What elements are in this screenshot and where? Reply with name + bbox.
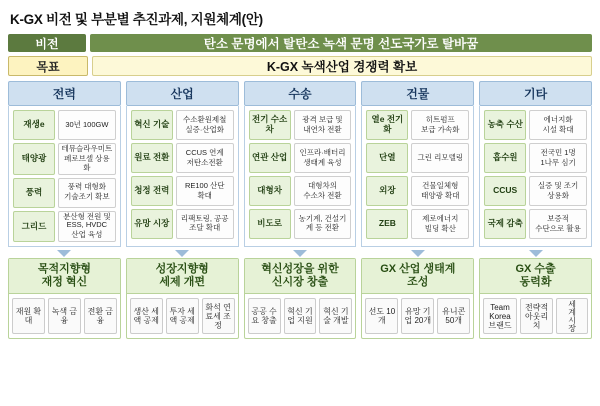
value-line: 수소환원제철	[182, 114, 227, 124]
goal-banner: K-GX 녹색산업 경쟁력 확보	[92, 56, 592, 76]
value-line: 상용화	[547, 190, 569, 200]
pillar-item	[249, 176, 352, 206]
pillar-item-value	[294, 143, 352, 173]
pillar-item	[131, 143, 234, 173]
pillar-item-key: CCUS	[484, 176, 526, 206]
value-line: 광격 보급 및	[302, 114, 343, 124]
pillar-item-key: 혁신 기술	[131, 110, 173, 140]
pillar-head: 전력	[8, 81, 121, 106]
pillar-item-key: 흡수원	[484, 143, 526, 173]
pillar-item-key: 비도로	[249, 209, 291, 239]
arrow-cell	[8, 250, 121, 257]
title-line-2: 세제 개편	[159, 276, 205, 289]
support-chip: 재원 확대	[12, 298, 45, 334]
support-column-title	[362, 259, 473, 294]
pillar-item	[13, 178, 116, 208]
pillar-body	[361, 106, 474, 247]
pillar-item-key: 열e 전기화	[366, 110, 408, 140]
pillar-item-value	[58, 143, 116, 175]
value-line: 전국민 1명	[540, 147, 576, 157]
pillar-item	[366, 143, 469, 173]
pillar-item-value	[529, 209, 587, 239]
support-chips	[9, 294, 120, 338]
arrow-down-icon	[529, 250, 543, 257]
support-chip: Team Korea 브랜드	[483, 298, 517, 334]
pillar-item-value	[529, 143, 587, 173]
goal-row	[8, 56, 592, 76]
pillar-item-value	[176, 209, 234, 239]
value-line: 실증·산업화	[185, 124, 225, 134]
value-line: 테뮤슬라우미트	[61, 144, 113, 153]
pillar-item-key: 전기 수소차	[249, 110, 291, 140]
support-column-finance	[8, 258, 121, 339]
value-line: 보증적	[547, 213, 569, 223]
pillar-item-key: 태양광	[13, 143, 55, 175]
pillar-item-key: 청정 전력	[131, 176, 173, 206]
value-line: 보급 가속화	[421, 124, 460, 134]
support-chip: 혁신 기업 지원	[284, 298, 317, 334]
title-line-2: 신시장 창출	[271, 276, 329, 289]
pillar-item	[131, 209, 234, 239]
arrow-row	[8, 250, 592, 257]
value-line: 제로에너지	[422, 213, 459, 223]
pillar-item-value	[176, 110, 234, 140]
pillar-item-value	[58, 110, 116, 140]
pillar-item	[484, 143, 587, 173]
pillar-item-value	[529, 176, 587, 206]
pillar-item	[13, 143, 116, 175]
pillar-head: 수송	[244, 81, 357, 106]
pillar-item-key: 풍력	[13, 178, 55, 208]
support-chips	[127, 294, 238, 338]
pillar-item	[249, 209, 352, 239]
value-line: 히트펌프	[425, 114, 455, 124]
arrow-down-icon	[175, 250, 189, 257]
pillar-transport	[244, 81, 357, 247]
value-line: 30년 100GW	[65, 119, 109, 129]
pillar-item-value	[411, 143, 469, 173]
support-chip: 화석 연료세 조정	[202, 298, 235, 334]
support-chip: 전략적 아웃리치	[520, 298, 554, 334]
support-chips	[362, 294, 473, 338]
pillar-item	[249, 143, 352, 173]
value-line: 산업 육성	[71, 230, 103, 240]
pillar-item-value	[411, 209, 469, 239]
vision-tag: 비전	[8, 34, 86, 52]
value-line: 빌딩 확산	[424, 223, 456, 233]
pillar-item-key: 원료 전환	[131, 143, 173, 173]
pillar-item-key: 재생e	[13, 110, 55, 140]
pillar-power	[8, 81, 121, 247]
value-line: CCUS 연계	[185, 147, 224, 157]
value-line: 수소차 전환	[303, 190, 342, 200]
pillar-item	[249, 110, 352, 140]
support-system-section	[8, 258, 592, 339]
pillar-head: 기타	[479, 81, 592, 106]
pillar-item-value	[529, 110, 587, 140]
title-line-1: GX 수출	[515, 263, 556, 276]
pillar-item	[484, 176, 587, 206]
pillar-item-key: 단열	[366, 143, 408, 173]
value-line: RE100 산단	[184, 180, 225, 190]
support-column-title	[127, 259, 238, 294]
arrow-down-icon	[57, 250, 71, 257]
pillar-body	[244, 106, 357, 247]
value-line: 1나무 심기	[540, 157, 576, 167]
pillar-building	[361, 81, 474, 247]
title-line-1: 혁신성장을 위한	[261, 263, 339, 276]
title-line-2: 재정 혁신	[41, 276, 88, 289]
support-chip: 생산 세액 공제	[130, 298, 163, 334]
pillar-item-key: 대형차	[249, 176, 291, 206]
support-chip-vertical: 세계시장	[556, 298, 588, 334]
title-line-1: 목적지향형	[37, 263, 91, 276]
support-column-title	[245, 259, 356, 294]
pillar-item	[131, 176, 234, 206]
support-chip: 혁신 기술 개발	[319, 298, 352, 334]
support-chip: 공공 수요 창출	[248, 298, 281, 334]
pillar-item-value	[294, 110, 352, 140]
value-line: 인프라·배터리	[299, 147, 346, 157]
title-line-2: 조성	[407, 276, 429, 289]
support-chip: 유망 기업 20개	[401, 298, 434, 334]
pillar-item	[366, 176, 469, 206]
arrow-down-icon	[293, 250, 307, 257]
vision-row	[8, 34, 592, 52]
pillar-item	[366, 209, 469, 239]
pillar-item	[131, 110, 234, 140]
support-chips	[245, 294, 356, 338]
support-column-tax	[126, 258, 239, 339]
value-line: 리팩토링, 공공조달 확대	[180, 214, 229, 232]
pillar-item-value	[58, 211, 116, 243]
support-column-title	[9, 259, 120, 294]
pillar-item-value	[176, 176, 234, 206]
pillar-item-key: 그리드	[13, 211, 55, 243]
title-line-1: 성장지향형	[155, 263, 209, 276]
pillar-item	[484, 110, 587, 140]
value-line: 풍력 대형화	[67, 182, 107, 192]
support-chip: 녹색 금융	[48, 298, 81, 334]
support-chip: 유니콘 50개	[437, 298, 470, 334]
pillar-industry	[126, 81, 239, 247]
pillar-item	[13, 110, 116, 140]
title-line-2: 동력화	[519, 276, 552, 289]
value-line: 건물일체형	[422, 180, 459, 190]
goal-tag: 목표	[8, 56, 88, 76]
pillar-item-value	[411, 176, 469, 206]
pillar-item-key: 농축 수산	[484, 110, 526, 140]
support-chip: 선도 10개	[365, 298, 398, 334]
pillar-body	[479, 106, 592, 247]
value-line: 분산형 전원 및 ESS, HVDC	[63, 211, 111, 230]
pillar-item-value	[411, 110, 469, 140]
pillars-section	[8, 81, 592, 247]
value-line: 실증 및 조기	[537, 180, 579, 190]
value-line: 대형차의	[308, 180, 337, 190]
pillar-item-value	[58, 178, 116, 208]
pillar-item-value	[294, 176, 352, 206]
value-line: 기술조기 확보	[64, 192, 110, 202]
page-title: K-GX 비전 및 부분별 추진과제, 지원체계(안)	[10, 12, 263, 27]
pillar-body	[126, 106, 239, 247]
pillar-others	[479, 81, 592, 247]
pillar-item-value	[176, 143, 234, 173]
value-line: 내연차 전환	[303, 124, 342, 134]
support-column-export	[479, 258, 592, 339]
value-line: 그린 리모델링	[417, 152, 464, 162]
value-line: 에너지화	[543, 114, 573, 124]
pillar-item	[484, 209, 587, 239]
support-column-title	[480, 259, 591, 294]
support-chip: 전환 금융	[84, 298, 117, 334]
pillar-item-key: 유망 시장	[131, 209, 173, 239]
pillar-body	[8, 106, 121, 247]
value-line: 확대	[197, 190, 212, 200]
pillar-item-key: ZEB	[366, 209, 408, 239]
pillar-item	[366, 110, 469, 140]
value-line: 페로브셀 상용화	[64, 153, 110, 172]
value-line: 수단으로 활용	[535, 223, 581, 233]
support-column-newmarket	[244, 258, 357, 339]
value-line: 시설 확대	[542, 124, 574, 134]
pillar-head: 산업	[126, 81, 239, 106]
pillar-item-key: 연관 산업	[249, 143, 291, 173]
title-line-1: GX 산업 생태계	[380, 263, 456, 276]
arrow-cell	[361, 250, 474, 257]
arrow-cell	[244, 250, 357, 257]
value-line: 태양광 확대	[421, 190, 460, 200]
arrow-cell	[126, 250, 239, 257]
support-chip: 투자 세액 공제	[166, 298, 199, 334]
value-line: 저탄소전환	[186, 157, 223, 167]
pillar-item-key: 외장	[366, 176, 408, 206]
support-chips	[480, 294, 591, 338]
vision-banner: 탄소 문명에서 탈탄소 녹색 문명 선도국가로 탈바꿈	[90, 34, 592, 52]
value-line: 농기계, 건설기계 등 전환	[298, 214, 347, 232]
pillar-item-value	[294, 209, 352, 239]
pillar-head: 건물	[361, 81, 474, 106]
pillar-item-key: 국제 감축	[484, 209, 526, 239]
value-line: 생태계 육성	[303, 157, 342, 167]
support-column-ecosystem	[361, 258, 474, 339]
pillar-item	[13, 211, 116, 243]
arrow-cell	[479, 250, 592, 257]
arrow-down-icon	[411, 250, 425, 257]
